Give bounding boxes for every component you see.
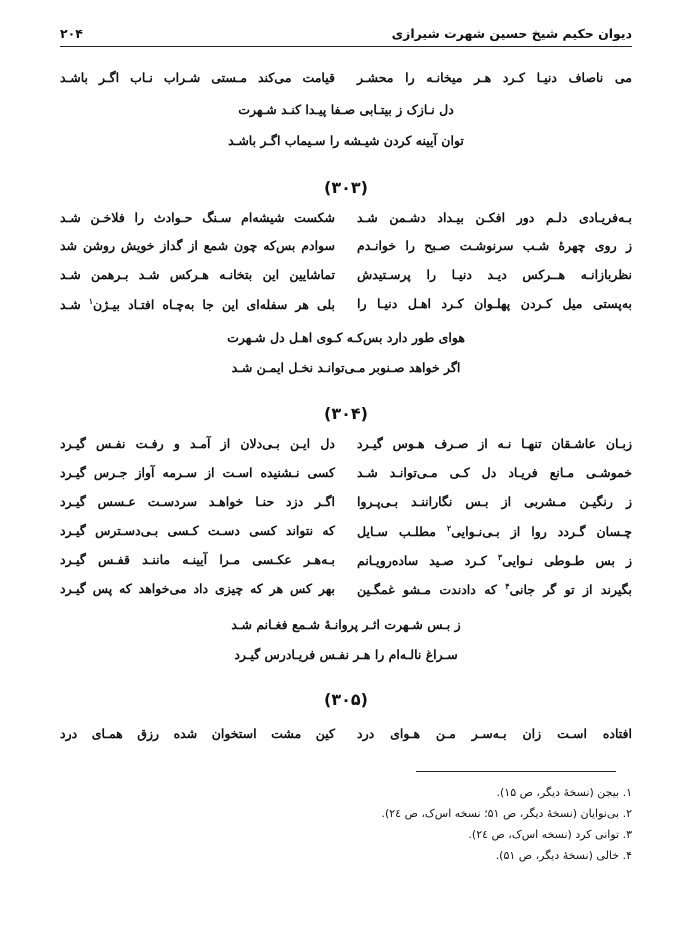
verse-pair (60, 210, 632, 232)
verse-pair (60, 296, 632, 318)
hemistich-left: قیامت می‌کند مـستی شـراب نـاب اگـر باشـد (60, 70, 335, 85)
verse-pair (60, 465, 632, 487)
verse-pair (60, 238, 632, 260)
hemistich-text: بگیرند از تو گر جانی (509, 582, 632, 598)
couplet-line: اگر خواهد صـنوبر مـی‌توانـد نخـل ایمـن شـد (231, 360, 461, 375)
footnote: ۳. توانی کرد (نسخه اس‌ک، ص ۲٤). (468, 828, 632, 841)
hemistich-text-end: مطلـب سـایل (357, 524, 447, 540)
hemistich-left: بهر کس هر که چیزی داد می‌خواهد که پس گیـرد (60, 581, 335, 596)
verse-pair (60, 581, 632, 603)
verse-pair (60, 494, 632, 516)
poem-304 (60, 404, 632, 674)
hemistich-text-end: که دادندت مـشو غمگـین (357, 582, 506, 598)
hemistich-left: کین مشت استخوان شده رزق همـای درد (60, 726, 335, 741)
footnote: ۱. بیجن (نسخهٔ دیگر، ص ۱۵). (496, 786, 632, 799)
hemistich-left: اگـر دزد حنـا خواهـد سردسـت عـسس گیـرد (60, 494, 335, 509)
verse-pair (60, 726, 632, 748)
hemistich-right: می ناصاف دنیـا کـرد هـر میخانـه را محشـر (357, 70, 632, 85)
verse-pair (60, 523, 632, 545)
hemistich-right: بـه‌فریـادی دلـم دور افکـن بیـداد دشـمن شـد (357, 210, 632, 225)
hemistich-right: خموشـی مـانع فریـاد دل کـی مـی‌توانـد شـد (357, 465, 632, 480)
intro-verses (60, 70, 632, 160)
hemistich-text-end: شـد (60, 297, 89, 313)
footnote-ref: ۱ (88, 296, 94, 306)
hemistich-right: افتاده اسـت زان بـه‌سـر مـن هـوای درد (357, 726, 632, 741)
header-title: دیوان حکیم شیخ حسین شهرت شیرازی (391, 26, 632, 41)
hemistich-text-end: کـرد صـید ساده‌رویـانم (357, 553, 498, 569)
couplet-line: توان آیینه کردن شیـشه را سـیماب اگـر باشـد (228, 133, 464, 148)
poem-303 (60, 178, 632, 378)
poem-number: (۳۰۴) (324, 404, 368, 423)
couplet-line: ز بـس شـهرت اثـر پروانـهٔ شـمع فغـانم شـد (231, 617, 461, 632)
hemistich-text: بلی هر سفله‌ای این جا به‌چـاه افتـاد بیـژن (93, 297, 335, 313)
header-rule (60, 46, 632, 47)
hemistich-left: کسی نـشنیده اسـت از سـرمه آواز جـرس گیـرد (60, 465, 335, 480)
footnote-rule (416, 771, 616, 772)
verse-pair (60, 70, 632, 92)
hemistich-left: شکست شیشه‌ام سـنگ حـوادث را فلاخـن شـد (60, 210, 335, 225)
hemistich-right: به‌پستی میل کـردن پهلـوان کـرد اهـل دنیـا را (357, 296, 632, 311)
hemistich-right: ز روی چهرهٔ شـب سرنوشـت صـبح را خوانـدم (357, 238, 632, 253)
hemistich-right (357, 581, 632, 597)
page-number: ۲۰۴ (60, 26, 83, 41)
hemistich-text: ز بس طـوطی نـوایی (502, 553, 632, 569)
poem-number: (۳۰۳) (324, 178, 368, 197)
hemistich-text: چـسان گـردد روا از بـی‌نـوایی (451, 524, 632, 540)
hemistich-left: سوادم بس‌که چون شمع از گداز خویش روشن شد (60, 238, 335, 253)
hemistich-left: بـه‌هـر عکـسی مـرا آیینـه ماننـد قفـس گیـرد (60, 552, 335, 567)
footnote: ۴. خالی (نسخهٔ دیگر، ص ۵۱). (495, 849, 632, 862)
verse-pair (60, 267, 632, 289)
footnote-ref: ۴ (505, 581, 510, 591)
hemistich-left (60, 296, 335, 312)
hemistich-right (357, 523, 632, 539)
hemistich-right: زبـان عاشـقان تنهـا نـه از صـرف هـوس گیـرد (357, 436, 632, 451)
hemistich-right: ز رنگیـن مـشربی از بـس نگاراننـد بـی‌پـروا (357, 494, 632, 509)
hemistich-right: نظربازانـه هــرکس دیـد دنیـا را پرسـتیدش (357, 267, 632, 282)
footnote-ref: ۲ (446, 523, 452, 533)
verse-pair (60, 552, 632, 574)
poem-305 (60, 690, 632, 750)
hemistich-left: تماشایین این بتخانـه هـرکس شـد بـرهمن شـد (60, 267, 335, 282)
couplet-line: سـراغ نالـه‌ام را هـر نفـس فریـادرس گیـرد (234, 647, 458, 662)
hemistich-left: دل ایـن بـی‌دلان از آمـد و رفـت نفـس گیـرد (60, 436, 335, 451)
footnote: ۲. بی‌نوایان (نسخهٔ دیگر، ص ۵۱؛ نسخه اس‌ک، ص ۲٤). (381, 807, 632, 820)
hemistich-left: که نتواند کسی دسـت کـسی بـی‌دسـترس گیـرد (60, 523, 335, 538)
couplet-line: هوای طور دارد بس‌کـه کـوی اهـل دل شـهرت (227, 330, 465, 345)
verse-pair (60, 436, 632, 458)
couplet-line: دل نـازک ز بیتـابی صـفا پیـدا کنـد شـهرت (238, 102, 454, 117)
poem-number: (۳۰۵) (324, 690, 368, 709)
hemistich-right (357, 552, 632, 568)
running-header (60, 26, 632, 46)
footnote-ref: ۳ (497, 552, 503, 562)
